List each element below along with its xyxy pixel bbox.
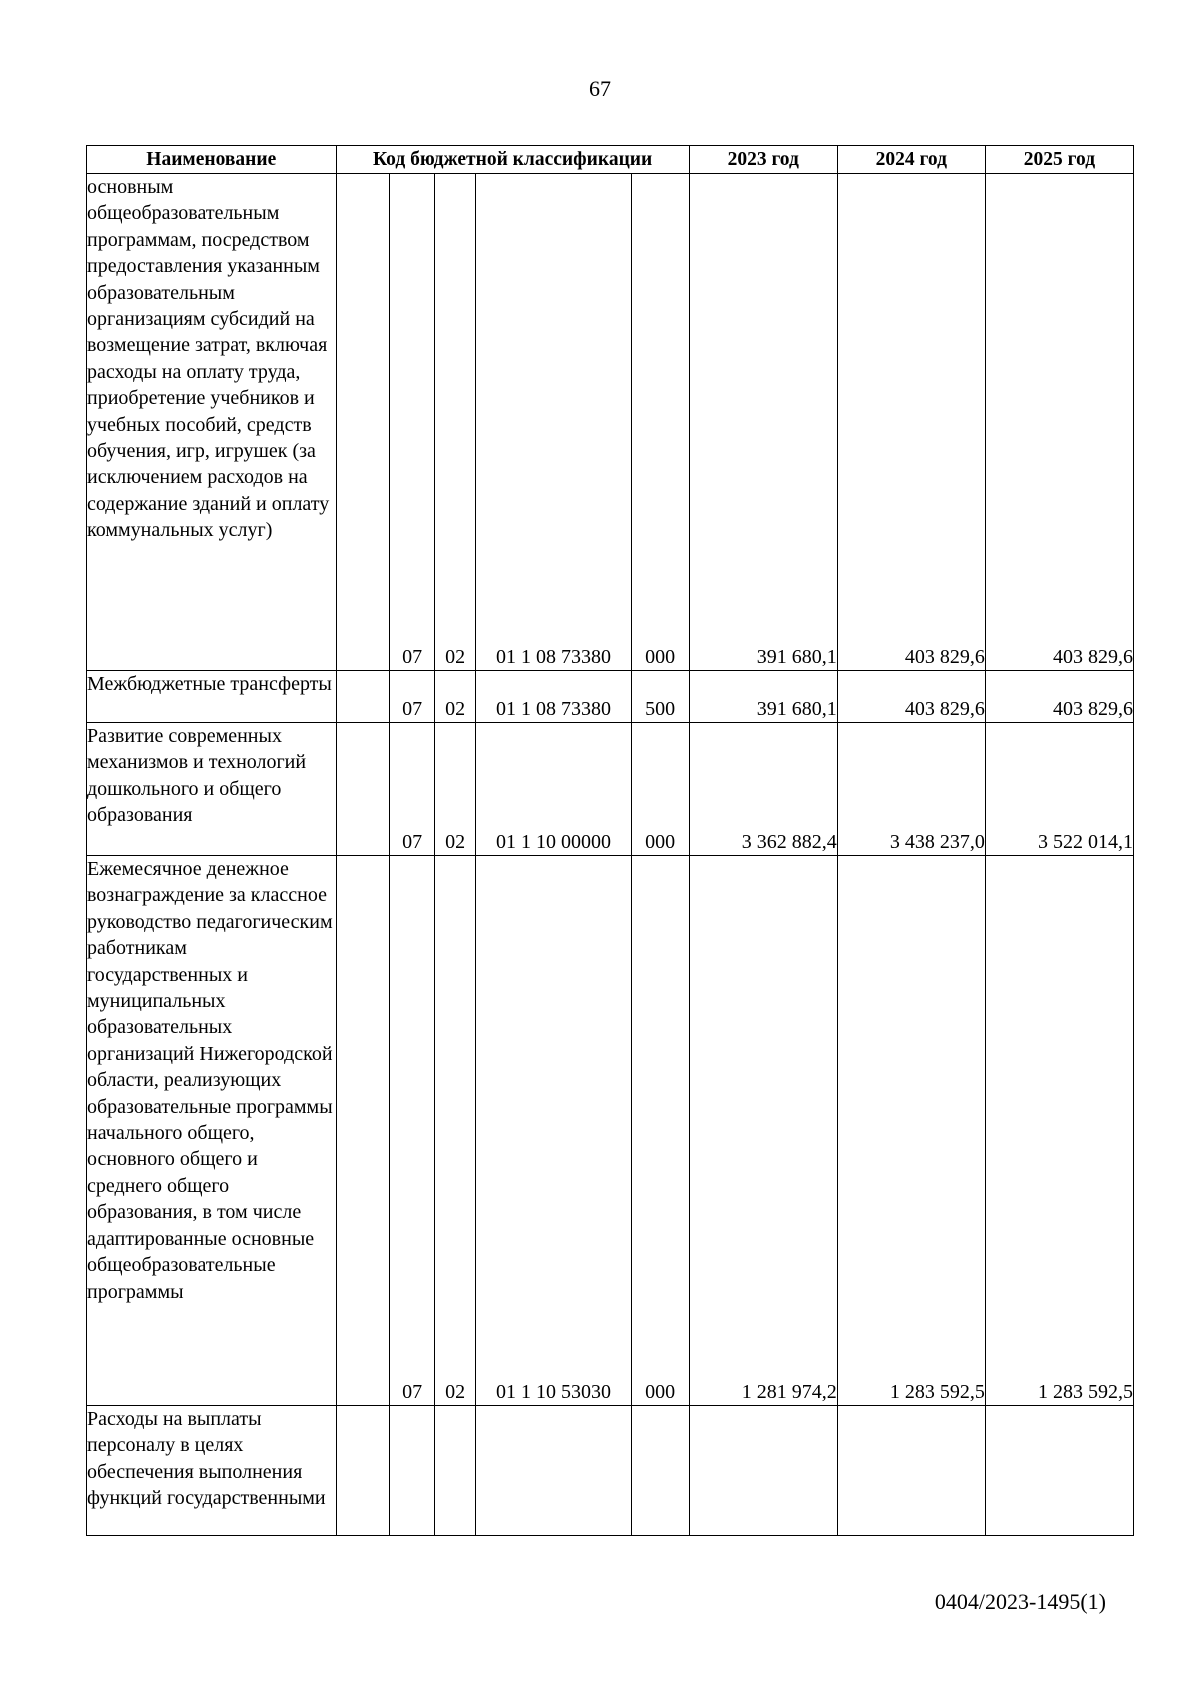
table-row (87, 174, 1134, 671)
column-header-name: Наименование (87, 146, 337, 174)
row-name: Развитие современных механизмов и технологий дошкольного и общего образования (87, 723, 337, 856)
empty-cell (336, 174, 390, 671)
amount-2024: 1 283 592,5 (837, 856, 985, 1406)
empty-cell (336, 1406, 390, 1536)
row-name: Межбюджетные трансферты (87, 671, 337, 723)
table-header-row (87, 146, 1134, 174)
amount-2023 (689, 1406, 837, 1536)
row-name: Расходы на выплаты персоналу в целях обеспечения выполнения функций государственными (87, 1406, 337, 1536)
table-row (87, 856, 1134, 1406)
subsection-code: 02 (434, 671, 475, 723)
target-code: 01 1 10 00000 (476, 723, 631, 856)
subsection-code (434, 1406, 475, 1536)
amount-2023: 3 362 882,4 (689, 723, 837, 856)
amount-2025: 403 829,6 (985, 671, 1133, 723)
section-code (390, 1406, 435, 1536)
empty-cell (336, 671, 390, 723)
amount-2024: 403 829,6 (837, 174, 985, 671)
subsection-code: 02 (434, 174, 475, 671)
expense-code: 000 (631, 856, 689, 1406)
column-header-2025: 2025 год (985, 146, 1133, 174)
column-header-2023: 2023 год (689, 146, 837, 174)
amount-2023: 391 680,1 (689, 671, 837, 723)
expense-code: 000 (631, 174, 689, 671)
amount-2025 (985, 1406, 1133, 1536)
subsection-code: 02 (434, 856, 475, 1406)
amount-2023: 391 680,1 (689, 174, 837, 671)
empty-cell (336, 856, 390, 1406)
target-code: 01 1 08 73380 (476, 174, 631, 671)
target-code: 01 1 10 53030 (476, 856, 631, 1406)
target-code (476, 1406, 631, 1536)
amount-2024: 403 829,6 (837, 671, 985, 723)
amount-2023: 1 281 974,2 (689, 856, 837, 1406)
column-header-2024: 2024 год (837, 146, 985, 174)
document-footer-code: 0404/2023-1495(1) (934, 1589, 1106, 1614)
expense-code: 000 (631, 723, 689, 856)
expense-code (631, 1406, 689, 1536)
table-row (87, 723, 1134, 856)
table-row (87, 1406, 1134, 1536)
section-code: 07 (390, 856, 435, 1406)
amount-2025: 3 522 014,1 (985, 723, 1133, 856)
expense-code: 500 (631, 671, 689, 723)
budget-table (86, 145, 1134, 1536)
row-name: основным общеобразовательным программам, посредством предоставления указанным образовательным организациям субсидий на возмещение затрат, включая расходы на оплату труда, приобретение учебников и учебных пособий, средств обучения, игр, игрушек (за исключением расходов на содержание зданий и оплату коммунальных услуг) (87, 174, 337, 671)
amount-2024 (837, 1406, 985, 1536)
subsection-code: 02 (434, 723, 475, 856)
target-code: 01 1 08 73380 (476, 671, 631, 723)
column-header-code: Код бюджетной классификации (336, 146, 689, 174)
section-code: 07 (390, 174, 435, 671)
empty-cell (336, 723, 390, 856)
page-number: 67 (589, 76, 611, 101)
section-code: 07 (390, 671, 435, 723)
table-row (87, 671, 1134, 723)
amount-2025: 1 283 592,5 (985, 856, 1133, 1406)
amount-2024: 3 438 237,0 (837, 723, 985, 856)
amount-2025: 403 829,6 (985, 174, 1133, 671)
row-name: Ежемесячное денежное вознаграждение за классное руководство педагогическим работникам государственных и муниципальных образовательных организаций Нижегородской области, реализующих образовательные программы начального общего, основного общего и среднего общего образования, в том числе адаптированные основные общеобразовательные программы (87, 856, 337, 1406)
section-code: 07 (390, 723, 435, 856)
